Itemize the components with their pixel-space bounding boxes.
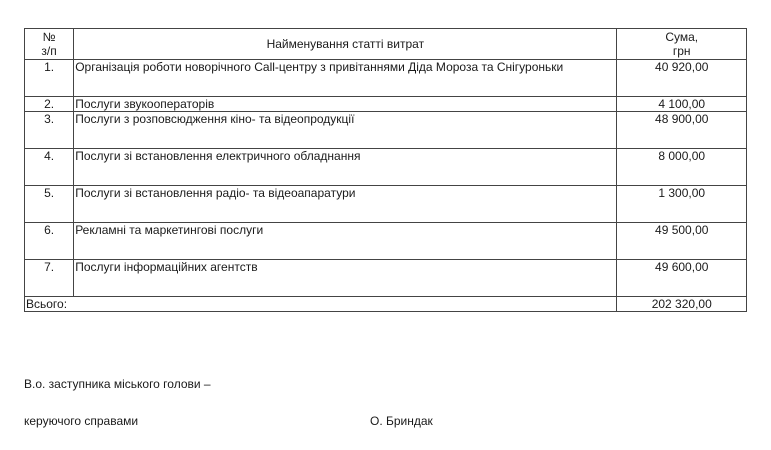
header-sum — [617, 29, 747, 60]
table-row — [25, 186, 747, 223]
row-number: 4. — [25, 149, 74, 186]
header-number-symbol: № — [42, 30, 56, 44]
header-number-abbr: з/п — [41, 44, 57, 58]
row-item-name: Рекламні та маркетингові послуги — [74, 223, 617, 260]
header-sum-label: Сума, — [665, 30, 699, 44]
total-sum: 202 320,00 — [617, 297, 747, 312]
table-row — [25, 60, 747, 97]
signature-name: О. Бриндак — [370, 414, 433, 428]
table-row — [25, 223, 747, 260]
row-sum: 1 300,00 — [617, 186, 747, 223]
header-sum-unit: грн — [672, 44, 691, 58]
table-row — [25, 260, 747, 297]
row-number: 2. — [25, 97, 74, 112]
row-sum: 49 500,00 — [617, 223, 747, 260]
row-item-name: Послуги з розповсюдження кіно- та відеопродукції — [74, 112, 617, 149]
row-sum: 4 100,00 — [617, 97, 747, 112]
total-label: Всього: — [25, 297, 617, 312]
table-row — [25, 149, 747, 186]
row-number: 6. — [25, 223, 74, 260]
table-header-row — [25, 29, 747, 60]
row-number: 3. — [25, 112, 74, 149]
row-item-name: Послуги звукооператорів — [74, 97, 617, 112]
header-number — [25, 29, 74, 60]
signature-role: керуючого справами — [24, 414, 139, 428]
row-item-name: Організація роботи новорічного Call-центру з привітаннями Діда Мороза та Снігуроньки — [74, 60, 617, 97]
header-item-name: Найменування статті витрат — [74, 29, 617, 60]
row-sum: 40 920,00 — [617, 60, 747, 97]
table-row — [25, 97, 747, 112]
row-item-name: Послуги зі встановлення радіо- та відеоапаратури — [74, 186, 617, 223]
row-sum: 8 000,00 — [617, 149, 747, 186]
signature-title: В.о. заступника міського голови – — [24, 377, 211, 391]
row-number: 1. — [25, 60, 74, 97]
row-number: 5. — [25, 186, 74, 223]
row-number: 7. — [25, 260, 74, 297]
row-sum: 49 600,00 — [617, 260, 747, 297]
row-item-name: Послуги інформаційних агентств — [74, 260, 617, 297]
table-total-row — [25, 297, 747, 312]
row-sum: 48 900,00 — [617, 112, 747, 149]
table-row — [25, 112, 747, 149]
expense-table — [24, 28, 747, 312]
row-item-name: Послуги зі встановлення електричного обладнання — [74, 149, 617, 186]
